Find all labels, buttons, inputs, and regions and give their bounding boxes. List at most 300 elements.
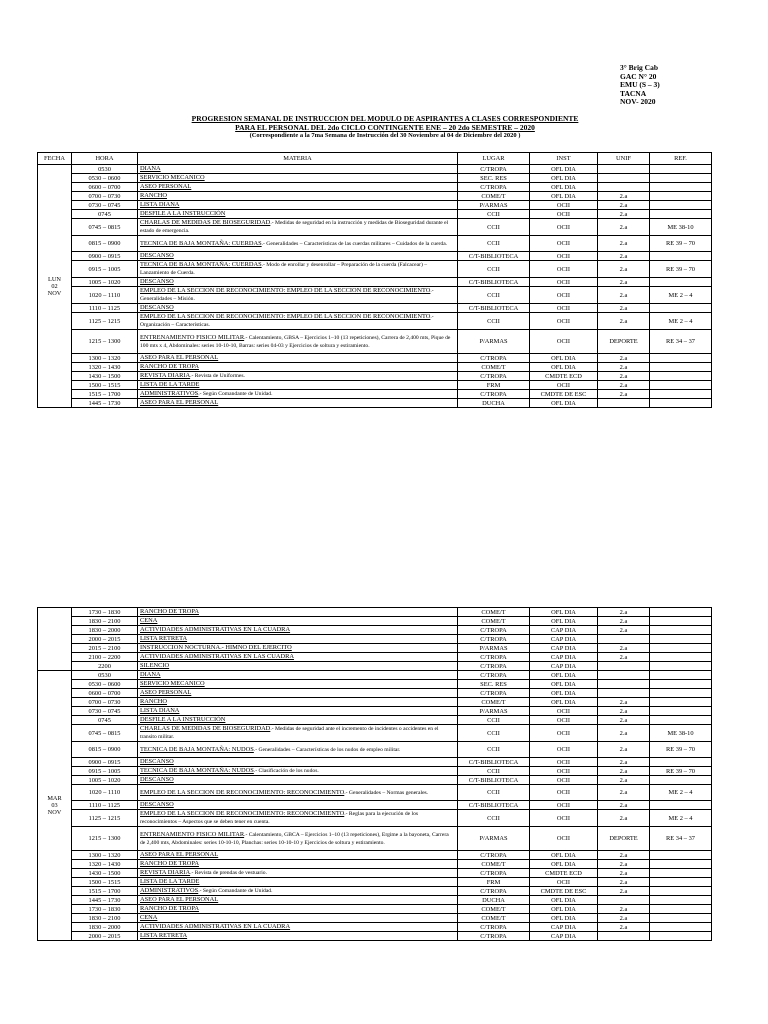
cell-ref: [650, 671, 712, 680]
cell-materia: [138, 354, 458, 363]
table-row: [38, 785, 712, 801]
cell-hora: 2000 – 2015: [72, 932, 138, 941]
cell-ref: [650, 776, 712, 785]
cell-ref: [650, 174, 712, 183]
cell-unif: 2.a: [598, 381, 650, 390]
cell-materia: [138, 671, 458, 680]
table-row: [38, 887, 712, 896]
materia-detail: .- Según Comandante de Unidad.: [198, 391, 273, 397]
cell-unif: 2.a: [598, 363, 650, 372]
cell-hora: 1500 – 1515: [72, 878, 138, 887]
materia-title: SILENCIO: [140, 662, 170, 669]
cell-unif: 2.a: [598, 776, 650, 785]
cell-lugar: CCII: [458, 767, 530, 776]
title-line-1: PROGRESION SEMANAL DE INSTRUCCION DEL MODULO DE ASPIRANTES A CLASES CORRESPONDIENTE: [191, 114, 579, 123]
cell-materia: [138, 252, 458, 261]
cell-inst: OCII: [530, 261, 598, 278]
cell-ref: [650, 192, 712, 201]
table-row: [38, 851, 712, 860]
cell-ref: [650, 183, 712, 192]
cell-unif: 2.a: [598, 878, 650, 887]
cell-lugar: C/TROPA: [458, 662, 530, 671]
cell-lugar: COME/T: [458, 608, 530, 617]
cell-unif: [598, 689, 650, 698]
cell-ref: [650, 689, 712, 698]
cell-unif: [598, 896, 650, 905]
cell-materia: [138, 304, 458, 313]
cell-unif: [598, 399, 650, 408]
date-line: LUN: [48, 275, 61, 283]
table-row: [38, 304, 712, 313]
materia-title: EMPLEO DE LA SECCION DE RECONOCIMIENTO: EMPLEO DE LA SECCION DE RECONOCIMIENTO: [140, 287, 431, 294]
table-row: [38, 399, 712, 408]
cell-ref: [650, 932, 712, 941]
cell-unif: 2.a: [598, 801, 650, 810]
cell-ref: [650, 923, 712, 932]
cell-inst: OFL DIA: [530, 174, 598, 183]
cell-ref: [650, 354, 712, 363]
cell-materia: [138, 330, 458, 354]
cell-lugar: P/ARMAS: [458, 201, 530, 210]
cell-ref: ME 38-10: [650, 725, 712, 742]
cell-lugar: P/ARMAS: [458, 707, 530, 716]
table-row: [38, 671, 712, 680]
col-header-inst: INST: [530, 153, 598, 165]
cell-inst: OFL DIA: [530, 354, 598, 363]
materia-title: CHARLAS DE MEDIDAS DE BIOSEGURIDAD: [140, 725, 271, 732]
materia-title: DESCANSO: [140, 252, 174, 259]
cell-inst: OFL DIA: [530, 608, 598, 617]
cell-hora: 0745 – 0815: [72, 725, 138, 742]
cell-unif: [598, 671, 650, 680]
col-header-lugar: LUGAR: [458, 153, 530, 165]
cell-materia: [138, 742, 458, 758]
cell-materia: [138, 192, 458, 201]
schedule-table-monday: [37, 152, 712, 408]
date-line: 03: [51, 802, 58, 809]
materia-title: EMPLEO DE LA SECCION DE RECONOCIMIENTO: RECONOCIMIENTO: [140, 810, 345, 817]
table-row: [38, 261, 712, 278]
table-row: [38, 252, 712, 261]
materia-title: DESCANSO: [140, 801, 174, 808]
cell-inst: OCII: [530, 716, 598, 725]
cell-unif: 2.a: [598, 617, 650, 626]
cell-ref: RE 39 – 70: [650, 742, 712, 758]
cell-materia: [138, 174, 458, 183]
cell-unif: 2.a: [598, 372, 650, 381]
table-row: [38, 313, 712, 330]
cell-lugar: COME/T: [458, 192, 530, 201]
cell-ref: [650, 635, 712, 644]
cell-hora: 0745: [72, 210, 138, 219]
cell-inst: OFL DIA: [530, 905, 598, 914]
cell-inst: OFL DIA: [530, 914, 598, 923]
cell-unif: 2.a: [598, 653, 650, 662]
cell-hora: 1215 – 1300: [72, 827, 138, 851]
cell-inst: OCII: [530, 785, 598, 801]
cell-unif: 2.a: [598, 201, 650, 210]
cell-hora: 1830 – 2000: [72, 626, 138, 635]
cell-ref: [650, 363, 712, 372]
cell-hora: 0900 – 0915: [72, 758, 138, 767]
cell-ref: ME 2 – 4: [650, 313, 712, 330]
cell-lugar: C/TROPA: [458, 932, 530, 941]
col-header-hora: HORA: [72, 153, 138, 165]
table-row: [38, 626, 712, 635]
table-row: [38, 165, 712, 174]
materia-title: ADMINISTRATIVOS: [140, 390, 199, 397]
cell-lugar: C/TROPA: [458, 372, 530, 381]
col-header-fecha: FECHA: [38, 153, 72, 165]
cell-lugar: C/TROPA: [458, 851, 530, 860]
cell-inst: OCII: [530, 810, 598, 827]
cell-ref: [650, 887, 712, 896]
cell-hora: 0600 – 0700: [72, 689, 138, 698]
cell-ref: [650, 278, 712, 287]
cell-materia: [138, 905, 458, 914]
cell-ref: [650, 851, 712, 860]
cell-lugar: C/T-BIBLIOTECA: [458, 776, 530, 785]
cell-materia: [138, 363, 458, 372]
cell-lugar: C/TROPA: [458, 165, 530, 174]
cell-materia: [138, 644, 458, 653]
materia-detail: .- Clasificación de los nudos.: [253, 768, 319, 774]
title-line-2: PARA EL PERSONAL DEL 2do CICLO CONTINGENTE ENE – 20 2do SEMESTRE – 2020: [235, 122, 535, 132]
cell-lugar: CCII: [458, 313, 530, 330]
cell-unif: 2.a: [598, 219, 650, 236]
materia-title: CHARLAS DE MEDIDAS DE BIOSEGURIDAD: [140, 219, 271, 226]
cell-unif: 2.a: [598, 860, 650, 869]
materia-title: REVISTA DIARIA: [140, 372, 191, 379]
materia-title: ENTRENAMIENTO FISICO MILITAR: [140, 333, 245, 341]
materia-detail: .- Generalidades – Misión.: [140, 288, 434, 302]
cell-lugar: COME/T: [458, 914, 530, 923]
cell-hora: 1020 – 1110: [72, 785, 138, 801]
cell-ref: [650, 372, 712, 381]
date-cell: [38, 608, 72, 671]
cell-unif: [598, 635, 650, 644]
cell-hora: 1730 – 1830: [72, 905, 138, 914]
table-row: [38, 635, 712, 644]
cell-materia: [138, 887, 458, 896]
cell-ref: [650, 201, 712, 210]
cell-materia: [138, 261, 458, 278]
cell-unif: 2.a: [598, 887, 650, 896]
table-row: [38, 330, 712, 354]
materia-title: LISTA RETRETA: [140, 635, 188, 642]
cell-unif: 2.a: [598, 626, 650, 635]
date-line: MAR: [47, 795, 62, 802]
cell-ref: [650, 914, 712, 923]
materia-title: ASEO PERSONAL: [140, 689, 192, 696]
cell-materia: [138, 390, 458, 399]
cell-materia: [138, 716, 458, 725]
cell-lugar: C/T-BIBLIOTECA: [458, 758, 530, 767]
cell-ref: [650, 860, 712, 869]
cell-lugar: CCII: [458, 785, 530, 801]
materia-title: TECNICA DE BAJA MONTAÑA: NUDOS: [140, 745, 254, 753]
cell-lugar: C/T-BIBLIOTECA: [458, 252, 530, 261]
cell-ref: ME 2 – 4: [650, 287, 712, 304]
cell-materia: [138, 219, 458, 236]
cell-hora: 1110 – 1125: [72, 304, 138, 313]
cell-lugar: CCII: [458, 287, 530, 304]
table-row: [38, 192, 712, 201]
materia-detail: .- Calentamiento, GBCA – Ejercicios 1–10 (13 repeticiones), Ergime a la bayoneta, Carrera de 2,400 mts, Abdominales: series 10-10-10, Planchas: series 10-10-10 y Ejercicios de soltura y estiramiento.: [140, 831, 449, 846]
cell-materia: [138, 617, 458, 626]
cell-ref: [650, 758, 712, 767]
cell-ref: [650, 252, 712, 261]
cell-ref: RE 39 – 70: [650, 261, 712, 278]
cell-materia: [138, 767, 458, 776]
cell-materia: [138, 635, 458, 644]
date-line: NOV: [47, 809, 62, 816]
cell-lugar: C/T-BIBLIOTECA: [458, 801, 530, 810]
cell-materia: [138, 662, 458, 671]
table-row: [38, 878, 712, 887]
cell-inst: OCII: [530, 210, 598, 219]
cell-hora: 1300 – 1320: [72, 354, 138, 363]
cell-hora: 0900 – 0915: [72, 252, 138, 261]
table-row: [38, 725, 712, 742]
cell-unif: DEPORTE: [598, 827, 650, 851]
cell-hora: 0530 – 0600: [72, 174, 138, 183]
materia-detail: .- Revista de prendas de vestuario.: [190, 870, 267, 876]
cell-hora: 1110 – 1125: [72, 801, 138, 810]
col-header-unif: UNIF: [598, 153, 650, 165]
cell-ref: [650, 210, 712, 219]
cell-hora: 0915 – 1005: [72, 261, 138, 278]
materia-title: ADMINISTRATIVOS: [140, 887, 199, 894]
table-row: [38, 810, 712, 827]
cell-lugar: DUCHA: [458, 896, 530, 905]
table-row: [38, 390, 712, 399]
cell-inst: CAP DIA: [530, 923, 598, 932]
cell-inst: OCII: [530, 330, 598, 354]
materia-title: SERVICIO MECANICO: [140, 680, 205, 687]
table-row: [38, 354, 712, 363]
cell-hora: 1005 – 1020: [72, 278, 138, 287]
cell-hora: 0815 – 0900: [72, 236, 138, 252]
cell-unif: 2.a: [598, 869, 650, 878]
cell-materia: [138, 210, 458, 219]
cell-unif: [598, 932, 650, 941]
cell-unif: 2.a: [598, 354, 650, 363]
cell-materia: [138, 183, 458, 192]
cell-hora: 0730 – 0745: [72, 201, 138, 210]
cell-inst: CAP DIA: [530, 626, 598, 635]
cell-unif: 2.a: [598, 313, 650, 330]
cell-inst: OCII: [530, 236, 598, 252]
cell-ref: [650, 165, 712, 174]
cell-hora: 1215 – 1300: [72, 330, 138, 354]
table-row: [38, 201, 712, 210]
table-row: [38, 932, 712, 941]
cell-lugar: C/TROPA: [458, 869, 530, 878]
cell-ref: [650, 716, 712, 725]
cell-materia: [138, 707, 458, 716]
cell-unif: 2.a: [598, 923, 650, 932]
cell-lugar: C/T-BIBLIOTECA: [458, 278, 530, 287]
cell-hora: 1730 – 1830: [72, 608, 138, 617]
table-row: [38, 698, 712, 707]
table-row: [38, 869, 712, 878]
cell-unif: 2.a: [598, 698, 650, 707]
cell-hora: 1320 – 1430: [72, 363, 138, 372]
cell-lugar: COME/T: [458, 363, 530, 372]
cell-hora: 1830 – 2100: [72, 914, 138, 923]
cell-unif: 2.a: [598, 914, 650, 923]
table-row: [38, 707, 712, 716]
cell-lugar: C/TROPA: [458, 626, 530, 635]
table-row: [38, 758, 712, 767]
table-row: [38, 381, 712, 390]
cell-inst: OFL DIA: [530, 617, 598, 626]
materia-detail: .- Calentamiento, GBSA – Ejercicios 1–10 (13 repeticiones), Carrera de 2,400 mts, Pique de 100 mts x 4, Abdominales: series 10-10-10, Barras: series 04-03 y Ejercicios de soltura y estiramiento.: [140, 334, 451, 349]
cell-lugar: COME/T: [458, 617, 530, 626]
materia-title: ENTRENAMIENTO FISICO MILITAR: [140, 830, 245, 838]
cell-inst: OFL DIA: [530, 192, 598, 201]
schedule-table-tuesday: [37, 607, 712, 941]
cell-inst: OFL DIA: [530, 896, 598, 905]
cell-ref: [650, 896, 712, 905]
cell-materia: [138, 313, 458, 330]
cell-hora: 0745 – 0815: [72, 219, 138, 236]
materia-detail: .- Organización – Características.: [140, 314, 434, 328]
document-title: [150, 115, 620, 141]
cell-materia: [138, 860, 458, 869]
cell-hora: 2200: [72, 662, 138, 671]
cell-inst: OCII: [530, 776, 598, 785]
cell-unif: 2.a: [598, 304, 650, 313]
cell-ref: [650, 617, 712, 626]
cell-inst: OCII: [530, 878, 598, 887]
cell-lugar: P/ARMAS: [458, 827, 530, 851]
cell-unif: [598, 165, 650, 174]
materia-title: TECNICA DE BAJA MONTAÑA: NUDOS: [140, 767, 254, 774]
cell-inst: OFL DIA: [530, 399, 598, 408]
cell-hora: 0915 – 1005: [72, 767, 138, 776]
cell-ref: RE 39 – 70: [650, 236, 712, 252]
materia-title: RANCHO: [140, 698, 167, 705]
table-row: [38, 905, 712, 914]
materia-title: ASEO PERSONAL: [140, 183, 192, 190]
date-line: NOV: [47, 289, 62, 297]
table-row: [38, 210, 712, 219]
cell-inst: OCII: [530, 801, 598, 810]
col-header-materia: MATERIA: [138, 153, 458, 165]
materia-title: ASEO PARA EL PERSONAL: [140, 851, 219, 858]
cell-lugar: COME/T: [458, 905, 530, 914]
cell-materia: [138, 758, 458, 767]
cell-lugar: C/TROPA: [458, 635, 530, 644]
cell-unif: [598, 183, 650, 192]
cell-inst: OFL DIA: [530, 363, 598, 372]
cell-ref: [650, 644, 712, 653]
materia-title: DESCANSO: [140, 278, 174, 285]
date-line: 02: [51, 282, 58, 290]
cell-inst: CMDTE DE ESC: [530, 390, 598, 399]
cell-hora: 1500 – 1515: [72, 381, 138, 390]
table-row: [38, 827, 712, 851]
cell-unif: 2.a: [598, 192, 650, 201]
materia-title: ACTIVIDADES ADMINISTRATIVAS EN LA CUADRA: [140, 923, 291, 930]
cell-unif: [598, 174, 650, 183]
materia-title: DESFILE A LA INSTRUCCIÓN: [140, 210, 226, 217]
cell-unif: 2.a: [598, 785, 650, 801]
cell-materia: [138, 801, 458, 810]
unit-line: 3° Brig Cab: [620, 63, 659, 72]
materia-detail: .- Revista de Uniformes.: [190, 373, 245, 379]
cell-ref: [650, 905, 712, 914]
materia-title: DIANA: [140, 671, 161, 678]
materia-detail: .- Generalidades – Características de las cuerdas militares – Cuidados de la cuerda.: [261, 240, 448, 247]
cell-inst: OCII: [530, 313, 598, 330]
cell-lugar: FRM: [458, 381, 530, 390]
cell-inst: CAP DIA: [530, 635, 598, 644]
cell-unif: 2.a: [598, 810, 650, 827]
cell-hora: 0600 – 0700: [72, 183, 138, 192]
cell-lugar: CCII: [458, 219, 530, 236]
cell-materia: [138, 626, 458, 635]
materia-title: ASEO PARA EL PERSONAL: [140, 354, 219, 361]
cell-unif: 2.a: [598, 608, 650, 617]
cell-materia: [138, 869, 458, 878]
cell-unif: 2.a: [598, 390, 650, 399]
cell-unif: [598, 680, 650, 689]
cell-ref: [650, 653, 712, 662]
materia-title: DESCANSO: [140, 758, 174, 765]
cell-materia: [138, 689, 458, 698]
table-row: [38, 644, 712, 653]
cell-ref: [650, 878, 712, 887]
materia-title: DESCANSO: [140, 304, 174, 311]
cell-unif: 2.a: [598, 278, 650, 287]
cell-ref: [650, 662, 712, 671]
materia-title: DESCANSO: [140, 776, 174, 783]
unit-line: EMU (S – 3): [620, 80, 660, 90]
cell-lugar: DUCHA: [458, 399, 530, 408]
cell-materia: [138, 810, 458, 827]
cell-inst: OCII: [530, 381, 598, 390]
table-row: [38, 923, 712, 932]
cell-hora: 1430 – 1500: [72, 372, 138, 381]
cell-ref: RE 39 – 70: [650, 767, 712, 776]
cell-hora: 1515 – 1700: [72, 887, 138, 896]
cell-inst: CMDTE ECD: [530, 869, 598, 878]
cell-ref: [650, 698, 712, 707]
cell-materia: [138, 236, 458, 252]
cell-materia: [138, 698, 458, 707]
cell-lugar: CCII: [458, 725, 530, 742]
materia-title: SERVICIO MECANICO: [140, 174, 205, 181]
cell-lugar: CCII: [458, 810, 530, 827]
cell-ref: [650, 626, 712, 635]
table-row: [38, 608, 712, 617]
cell-unif: 2.a: [598, 742, 650, 758]
cell-ref: [650, 304, 712, 313]
table-row: [38, 801, 712, 810]
cell-hora: 1515 – 1700: [72, 390, 138, 399]
table-row: [38, 742, 712, 758]
cell-unif: 2.a: [598, 210, 650, 219]
cell-inst: CAP DIA: [530, 932, 598, 941]
materia-title: EMPLEO DE LA SECCION DE RECONOCIMIENTO: RECONOCIMIENTO: [140, 788, 345, 796]
cell-hora: 1445 – 1730: [72, 399, 138, 408]
cell-materia: [138, 896, 458, 905]
materia-title: REVISTA DIARIA: [140, 869, 191, 876]
cell-hora: 2000 – 2015: [72, 635, 138, 644]
